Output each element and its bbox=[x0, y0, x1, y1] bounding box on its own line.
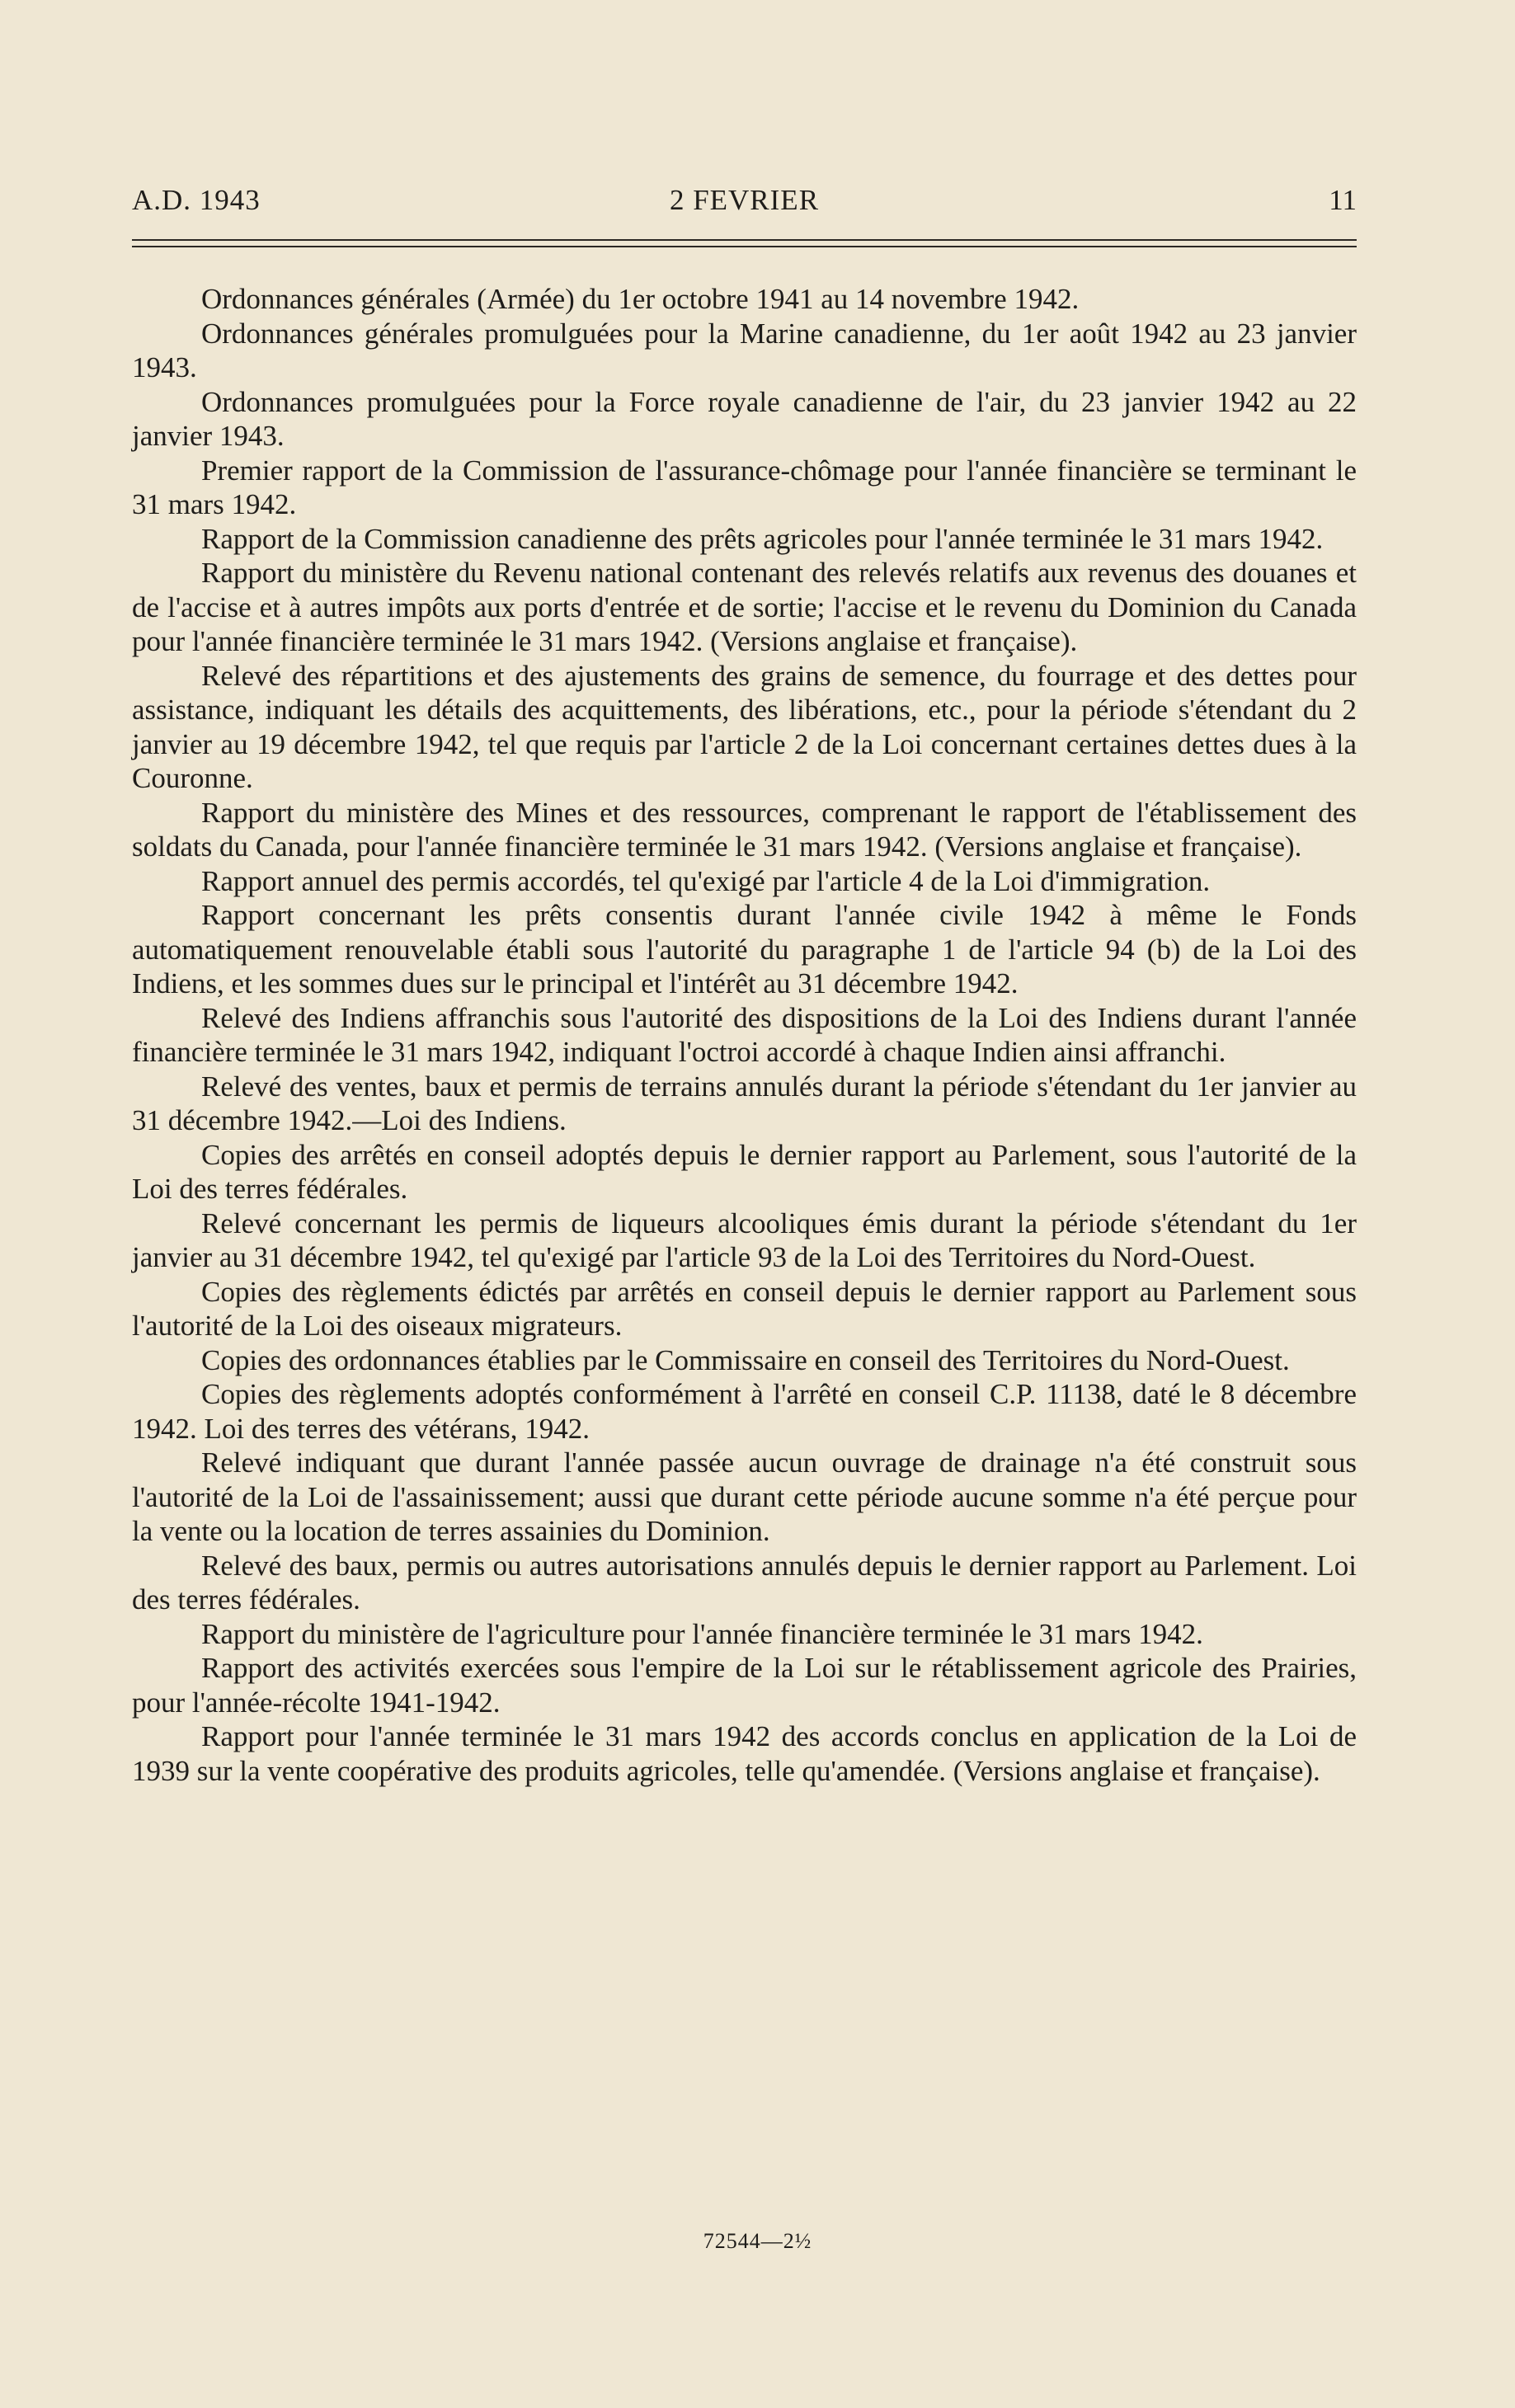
document-list bbox=[132, 282, 1357, 1788]
list-item: Rapport des activités exercées sous l'empire de la Loi sur le rétablissement agricole des Prairies, pour l'année-récolte 1941-1942. bbox=[132, 1652, 1357, 1719]
header-year: A.D. 1943 bbox=[132, 184, 261, 216]
header-rule-top bbox=[132, 239, 1357, 241]
list-item: Premier rapport de la Commission de l'assurance-chômage pour l'année financière se terminant le 31 mars 1942. bbox=[132, 454, 1357, 520]
list-item: Copies des règlements édictés par arrêtés en conseil depuis le dernier rapport au Parlement sous l'autorité de la Loi des oiseaux migrateurs. bbox=[132, 1275, 1357, 1342]
list-item: Copies des règlements adoptés conformément à l'arrêté en conseil C.P. 11138, daté le 8 décembre 1942. Loi des terres des vétérans, 1942. bbox=[132, 1378, 1357, 1445]
list-item: Rapport du ministère du Revenu national contenant des relevés relatifs aux revenus des douanes et de l'accise et à autres impôts aux ports d'entrée et de sortie; l'accise et le revenu du Dominion du Canada pour l'année financière terminée le 31 mars 1942. (Versions anglaise et française). bbox=[132, 557, 1357, 657]
list-item: Rapport du ministère des Mines et des ressources, comprenant le rapport de l'établissement des soldats du Canada, pour l'année financière terminée le 31 mars 1942. (Versions anglaise et française). bbox=[132, 796, 1357, 863]
printer-code: 72544—2½ bbox=[703, 2229, 812, 2253]
list-item: Relevé des ventes, baux et permis de terrains annulés durant la période s'étendant du 1er janvier au 31 décembre 1942.—Loi des Indiens. bbox=[132, 1070, 1357, 1136]
list-item: Ordonnances générales (Armée) du 1er octobre 1941 au 14 novembre 1942. bbox=[201, 283, 1080, 315]
page-number: 11 bbox=[1329, 184, 1357, 216]
list-item: Relevé concernant les permis de liqueurs alcooliques émis durant la période s'étendant du 1er janvier au 31 décembre 1942, tel qu'exigé par l'article 93 de la Loi des Territoires du Nord-Ouest. bbox=[132, 1206, 1357, 1273]
list-item: Rapport de la Commission canadienne des prêts agricoles pour l'année terminée le 31 mars 1942. bbox=[201, 522, 1324, 555]
running-head bbox=[132, 180, 1357, 221]
list-item: Rapport concernant les prêts consentis durant l'année civile 1942 à même le Fonds automatiquement renouvelable établi sous l'autorité du paragraphe 1 de l'article 94 (b) de la Loi des Indiens, et les sommes dues sur le principal et l'intérêt au 31 décembre 1942. bbox=[132, 899, 1357, 999]
list-item: Relevé des baux, permis ou autres autorisations annulés depuis le dernier rapport au Parlement. Loi des terres fédérales. bbox=[132, 1549, 1357, 1616]
header-date: 2 FEVRIER bbox=[669, 184, 820, 216]
list-item: Ordonnances générales promulguées pour la Marine canadienne, du 1er août 1942 au 23 janvier 1943. bbox=[132, 317, 1357, 383]
list-item: Relevé des Indiens affranchis sous l'autorité des dispositions de la Loi des Indiens durant l'année financière terminée le 31 mars 1942, indiquant l'octroi accordé à chaque Indien ainsi affranchi. bbox=[132, 1001, 1357, 1068]
list-item: Rapport du ministère de l'agriculture pour l'année financière terminée le 31 mars 1942. bbox=[201, 1617, 1203, 1650]
list-item: Relevé des répartitions et des ajustements des grains de semence, du fourrage et des dettes pour assistance, indiquant les détails des acquittements, des libérations, etc., pour la période s'étendant du 2 janvier au 19 décembre 1942, tel que requis par l'article 2 de la Loi concernant certaines dettes dues à la Couronne. bbox=[132, 659, 1357, 794]
list-item: Copies des ordonnances établies par le Commissaire en conseil des Territoires du Nord-Ouest. bbox=[201, 1343, 1290, 1376]
list-item: Rapport pour l'année terminée le 31 mars 1942 des accords conclus en application de la Loi de 1939 sur la vente coopérative des produits agricoles, telle qu'amendée. (Versions anglaise et française). bbox=[132, 1720, 1357, 1787]
list-item: Ordonnances promulguées pour la Force royale canadienne de l'air, du 23 janvier 1942 au 22 janvier 1943. bbox=[132, 385, 1357, 452]
list-item: Rapport annuel des permis accordés, tel qu'exigé par l'article 4 de la Loi d'immigration. bbox=[201, 864, 1211, 897]
list-item: Copies des arrêtés en conseil adoptés depuis le dernier rapport au Parlement, sous l'autorité de la Loi des terres fédérales. bbox=[132, 1138, 1357, 1205]
header-rule-bottom bbox=[132, 246, 1357, 247]
list-item: Relevé indiquant que durant l'année passée aucun ouvrage de drainage n'a été construit sous l'autorité de la Loi de l'assainissement; aussi que durant cette période aucune somme n'a été perçue pour la vente ou la location de terres assainies du Dominion. bbox=[132, 1446, 1357, 1547]
